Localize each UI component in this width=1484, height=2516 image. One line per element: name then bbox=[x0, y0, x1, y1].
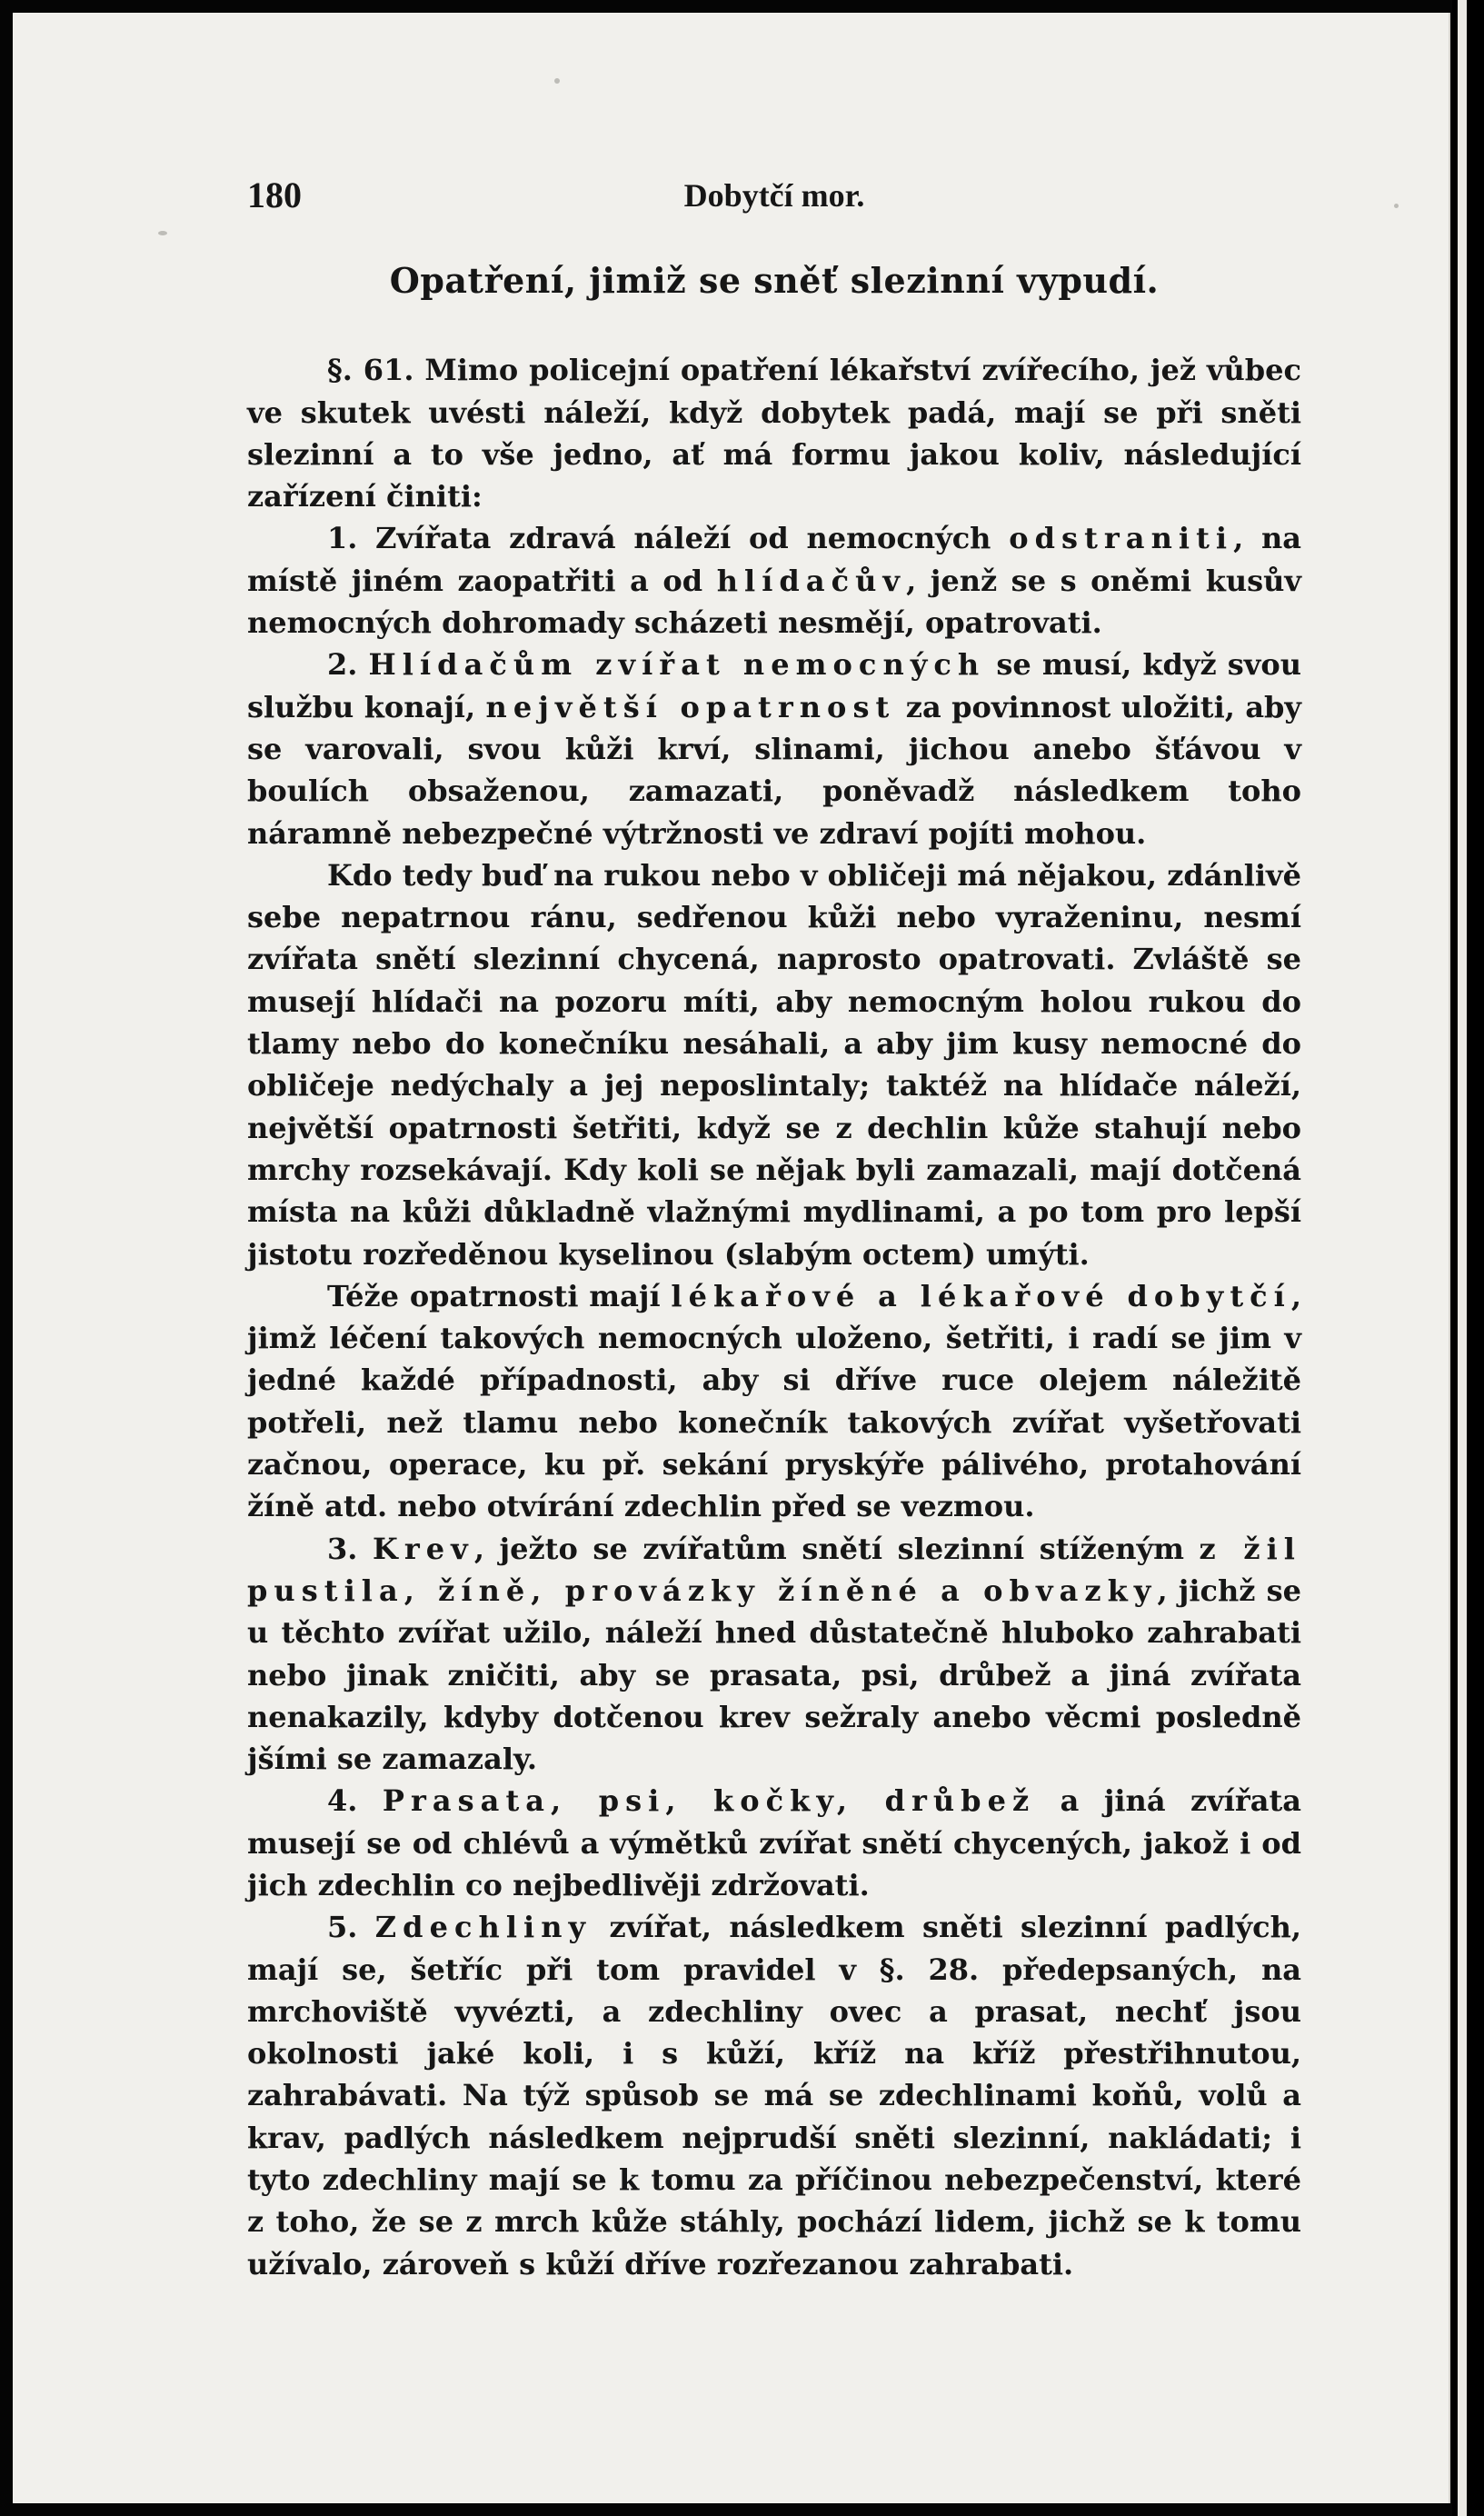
paragraph-text: 3. bbox=[327, 1531, 358, 1566]
paragraph-text: , jichž se u těchto zvířat užilo, náleží hned důstatečně hluboko zahrabati nebo jinak zničiti, aby se prasata, psi, drůbež a jiná zvířata nenakazily, kdyby dotčenou krev sežraly anebo věcmi posledně jšími se zamazaly. bbox=[247, 1572, 1301, 1777]
paragraph-text: 4. bbox=[327, 1783, 358, 1819]
paragraph-text: 5. bbox=[327, 1910, 358, 1945]
paragraph-text: 2. bbox=[327, 647, 358, 683]
page-number: 180 bbox=[247, 175, 302, 215]
paragraph-text: Kdo tedy buď na rukou nebo v obličeji má nějakou, zdánlivě sebe nepatrnou ránu, sedřenou kůži nebo vyraženinu, nesmí zvířata snětí slezinní chycená, naprosto opatrovati. Zvláště se musejí hlídači na pozoru míti, aby nemocným holou rukou do tlamy nebo do konečníku nesáhali, a aby jim kusy nemocné do obličeje nedýchaly a jej neposlintaly; taktéž na hlídače náleží, největší opatrnosti šetřiti, když se z dechlin kůže stahují nebo mrchy rozsekávají. Kdy koli se nějak byli zamazali, mají dotčená místa na kůži důkladně vlažnými mydlinami, a po tom pro lepší jistotu rozředěnou kyselinou (slabým octem) umýti. bbox=[247, 857, 1301, 1272]
paragraph bbox=[247, 517, 1301, 644]
ink-spot bbox=[554, 78, 560, 84]
section-title: Opatření, jimiž se sněť slezinní vypudí. bbox=[389, 260, 1160, 301]
paragraph bbox=[247, 854, 1301, 1275]
ink-spot bbox=[1394, 204, 1399, 208]
paragraph-text: , jimž léčení takových nemocných uloženo, šetřiti, i radí se jim v jedné každé případnosti, aby si dříve ruce olejem náležitě potřeli, než tlamu nebo konečník takových zvířat vyšetřovati začnou, operace, ku př. sekání pryskýře pálivého, protahování žíně atd. nebo otvírání zdechlin před se vezmou. bbox=[247, 1278, 1302, 1524]
paragraph bbox=[247, 1275, 1301, 1528]
paragraph-text: , na místě jiném zaopatřiti a od bbox=[247, 521, 1302, 598]
spaced-emphasis: Zdechliny bbox=[374, 1910, 593, 1945]
running-title: Dobytčí mor. bbox=[683, 177, 865, 214]
spaced-emphasis: největší opatrnost bbox=[485, 689, 896, 724]
spaced-emphasis: Prasata, psi, kočky, drůbež bbox=[382, 1783, 1036, 1819]
page-text bbox=[247, 167, 1301, 2285]
spaced-emphasis: Hlídačům zvířat nemocných bbox=[368, 647, 986, 683]
paragraph bbox=[247, 1906, 1301, 2285]
paragraph bbox=[247, 644, 1301, 854]
paragraph-text: §. 61. Mimo policejní opatření lékařství zvířecího, jež vůbec ve skutek uvésti náleží, když dobytek padá, mají se při sněti slezinní a to vše jedno, ať má formu jakou koliv, následující zařízení činiti: bbox=[247, 353, 1301, 514]
paragraph bbox=[247, 1780, 1301, 1906]
paragraph-text: , jenž se s oněmi kusův nemocných dohromady scházeti nesmějí, opatrovati. bbox=[247, 563, 1302, 641]
paragraph-text: Téže opatrnosti mají bbox=[327, 1278, 661, 1313]
spaced-emphasis: Krev bbox=[373, 1531, 474, 1566]
spaced-emphasis: lékařové a lékařové dobytčí bbox=[671, 1278, 1291, 1313]
paragraph-text: se musí, když svou službu konají, bbox=[247, 647, 1301, 724]
spaced-emphasis: odstraniti bbox=[1009, 521, 1234, 556]
spaced-emphasis: hlídačův bbox=[716, 563, 907, 598]
page-header bbox=[247, 167, 1301, 222]
paragraph bbox=[247, 1528, 1301, 1781]
paragraph-text: zvířat, následkem sněti slezinní padlých, mají se, šetříc při tom pravidel v §. 28. předepsaných, na mrchoviště vyvézti, a zdechliny ovec a prasat, nechť jsou okolnosti jaké koli, i s kůží, kříž na kříž přestřihnutou, zahrabávati. Na týž spůsob se má se zdechlinami koňů, volů a krav, padlých následkem nejprudší sněti slezinní, nakládati; i tyto zdechliny mají se k tomu za příčinou nebezpečenství, které z toho, že se z mrch kůže stáhly, pochází lidem, jichž se k tomu užívalo, zároveň s kůží dříve rozřezanou zahrabati. bbox=[247, 1910, 1302, 2281]
scan-edge bbox=[1452, 0, 1484, 2516]
paragraph-text: za povinnost uložiti, aby se varovali, svou kůži krví, slinami, jichou anebo šťávou v boulích obsaženou, zamazati, poněvadž následkem toho náramně nebezpečné výtržnosti ve zdraví pojíti mohou. bbox=[247, 689, 1302, 851]
paragraph-text: a jiná zvířata musejí se od chlévů a výmětků zvířat snětí chycených, jakož i od jich zdechlin co nejbedlivěji zdržovati. bbox=[247, 1783, 1302, 1902]
paragraph-text: 1. Zvířata zdravá náleží od nemocných bbox=[327, 521, 991, 556]
scanned-page bbox=[13, 13, 1450, 2503]
ink-spot bbox=[158, 231, 167, 235]
paragraph bbox=[247, 349, 1301, 517]
paragraph-text: , ježto se zvířatům snětí slezinní stíženým bbox=[473, 1531, 1184, 1566]
spaced-emphasis: z žil pustila, žíně, provázky žíněné a obvazky bbox=[247, 1531, 1302, 1608]
